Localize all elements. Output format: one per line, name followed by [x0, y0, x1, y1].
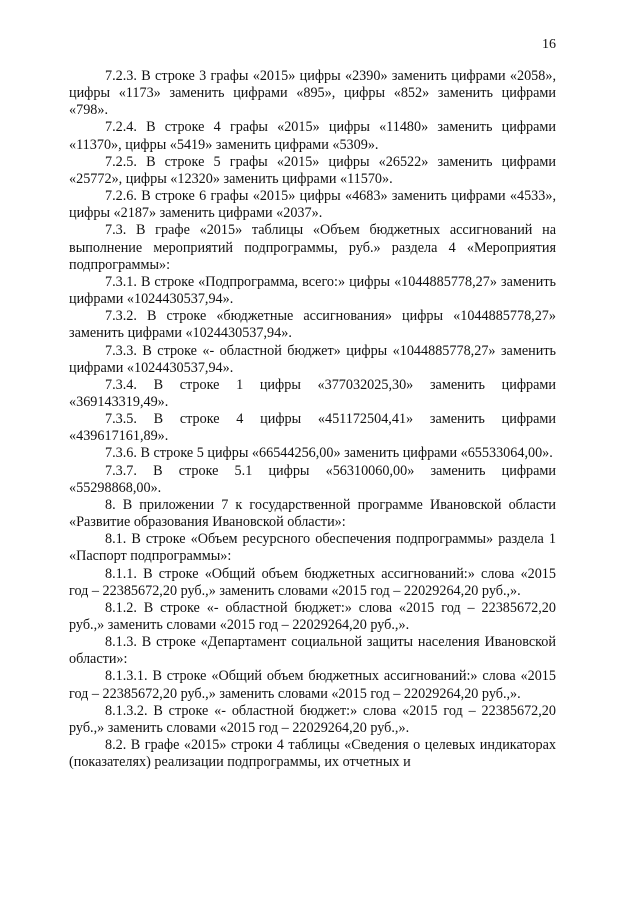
paragraph-7-3-4: 7.3.4. В строке 1 цифры «377032025,30» заменить цифрами «369143319,49».: [69, 376, 556, 410]
paragraph-8-2: 8.2. В графе «2015» строки 4 таблицы «Сведения о целевых индикаторах (показателях) реализации подпрограммы, их отчетных и: [69, 737, 556, 771]
paragraph-7-2-4: 7.2.4. В строке 4 графы «2015» цифры «11480» заменить цифрами «11370», цифры «5419» заменить цифрами «5309».: [69, 119, 556, 153]
paragraph-7-3: 7.3. В графе «2015» таблицы «Объем бюджетных ассигнований на выполнение мероприятий подпрограммы, руб.» раздела 4 «Мероприятия подпрограммы»:: [69, 222, 556, 273]
paragraph-8-1-1: 8.1.1. В строке «Общий объем бюджетных ассигнований:» слова «2015 год – 22385672,20 руб.,» заменить словами «2015 год – 22029264,20 руб.,».: [69, 565, 556, 599]
paragraph-7-3-6: 7.3.6. В строке 5 цифры «66544256,00» заменить цифрами «65533064,00».: [105, 445, 553, 462]
paragraph-8-1-3-1: 8.1.3.1. В строке «Общий объем бюджетных ассигнований:» слова «2015 год – 22385672,20 руб.,» заменить словами «2015 год – 22029264,20 руб.,».: [69, 668, 556, 702]
paragraph-7-3-5: 7.3.5. В строке 4 цифры «451172504,41» заменить цифрами «439617161,89».: [69, 411, 556, 445]
paragraph-7-3-2: 7.3.2. В строке «бюджетные ассигнования» цифры «1044885778,27» заменить цифрами «1024430537,94».: [69, 308, 556, 342]
paragraph-7-3-1: 7.3.1. В строке «Подпрограмма, всего:» цифры «1044885778,27» заменить цифрами «1024430537,94».: [69, 273, 556, 308]
document-body: [69, 68, 556, 771]
paragraph-7-2-3: 7.2.3. В строке 3 графы «2015» цифры «2390» заменить цифрами «2058», цифры «1173» заменить цифрами «895», цифры «852» заменить цифрами «798».: [69, 68, 556, 119]
paragraph-7-2-5: 7.2.5. В строке 5 графы «2015» цифры «26522» заменить цифрами «25772», цифры «12320» заменить цифрами «11570».: [69, 153, 556, 187]
paragraph-7-3-7: 7.3.7. В строке 5.1 цифры «56310060,00» заменить цифрами «55298868,00».: [69, 462, 556, 496]
paragraph-8-1-3-2: 8.1.3.2. В строке «- областной бюджет:» слова «2015 год – 22385672,20 руб.,» заменить словами «2015 год – 22029264,20 руб.,».: [69, 702, 556, 736]
paragraph-8-1-2: 8.1.2. В строке «- областной бюджет:» слова «2015 год – 22385672,20 руб.,» заменить словами «2015 год – 22029264,20 руб.,».: [69, 599, 556, 633]
paragraph-7-2-6: 7.2.6. В строке 6 графы «2015» цифры «4683» заменить цифрами «4533», цифры «2187» заменить цифрами «2037».: [69, 188, 556, 222]
paragraph-8-1-3: 8.1.3. В строке «Департамент социальной защиты населения Ивановской области»:: [69, 634, 556, 668]
paragraph-7-3-3: 7.3.3. В строке «- областной бюджет» цифры «1044885778,27» заменить цифрами «1024430537,94».: [69, 342, 556, 376]
page-number: 16: [542, 37, 556, 52]
paragraph-8-1: 8.1. В строке «Объем ресурсного обеспечения подпрограммы» раздела 1 «Паспорт подпрограммы»:: [69, 531, 556, 565]
paragraph-8: 8. В приложении 7 к государственной программе Ивановской области «Развитие образования Ивановской области»:: [69, 496, 556, 531]
